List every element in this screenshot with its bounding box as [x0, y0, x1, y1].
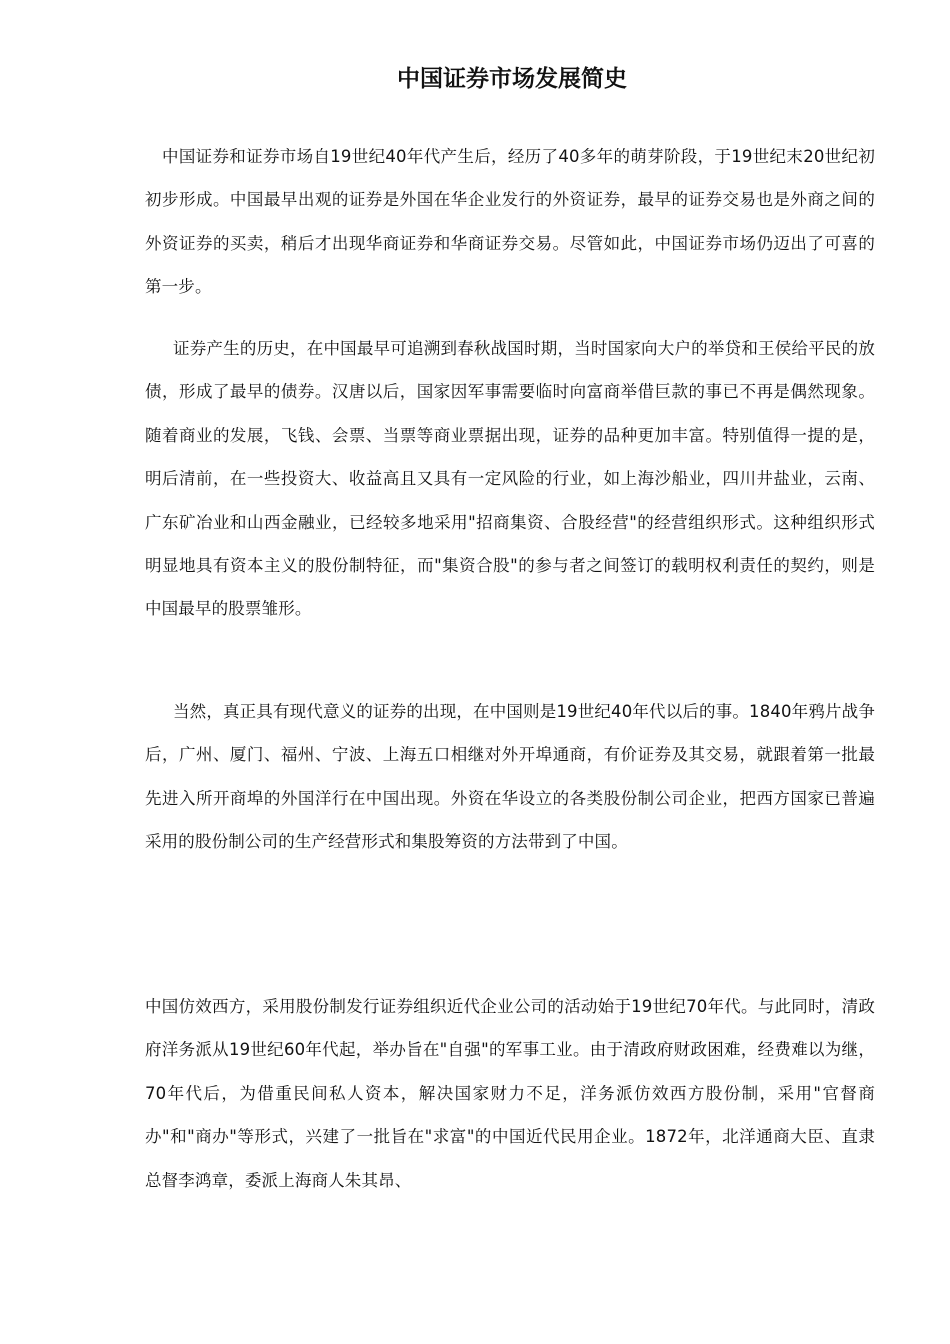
document-title: 中国证券市场发展简史 [397, 66, 627, 92]
paragraph-3: 当然，真正具有现代意义的证券的出现，在中国则是19世纪40年代以后的事。1840年鸦片战争后，广州、厦门、福州、宁波、上海五口相继对外开埠通商，有价证券及其交易，就跟着第一批最先进入所开商埠的外国洋行在中国出现。外资在华设立的各类股份制公司企业，把西方国家已普遍采用的股份制公司的生产经营形式和集股筹资的方法带到了中国。 [145, 702, 875, 852]
paragraph-2: 证券产生的历史，在中国最早可追溯到春秋战国时期，当时国家向大户的举贷和王侯给平民的放债，形成了最早的债券。汉唐以后，国家因军事需要临时向富商举借巨款的事已不再是偶然现象。随着商业的发展，飞钱、会票、当票等商业票据出现，证券的品种更加丰富。特别值得一提的是，明后清前，在一些投资大、收益高且又具有一定风险的行业，如上海沙船业，四川井盐业，云南、广东矿冶业和山西金融业，已经较多地采用"招商集资、合股经营"的经营组织形式。这种组织形式明显地具有资本主义的股份制特征，而"集资合股"的参与者之间签订的载明权利责任的契约，则是中国最早的股票雏形。 [145, 339, 875, 619]
paragraph-4: 中国仿效西方，采用股份制发行证券组织近代企业公司的活动始于19世纪70年代。与此同时，清政府洋务派从19世纪60年代起，举办旨在"自强"的军事工业。由于清政府财政困难，经费难以为继，70年代后，为借重民间私人资本，解决国家财力不足，洋务派仿效西方股份制，采用"官督商办"和"商办"等形式，兴建了一批旨在"求富"的中国近代民用企业。1872年，北洋通商大臣、直隶总督李鸿章，委派上海商人朱其昂、 [145, 997, 875, 1190]
paragraph-1: 中国证券和证券市场自19世纪40年代产生后，经历了40多年的萌芽阶段，于19世纪末20世纪初初步形成。中国最早出观的证券是外国在华企业发行的外资证券，最早的证券交易也是外商之间的外资证券的买卖，稍后才出现华商证券和华商证券交易。尽管如此，中国证券市场仍迈出了可喜的第一步。 [145, 147, 875, 297]
